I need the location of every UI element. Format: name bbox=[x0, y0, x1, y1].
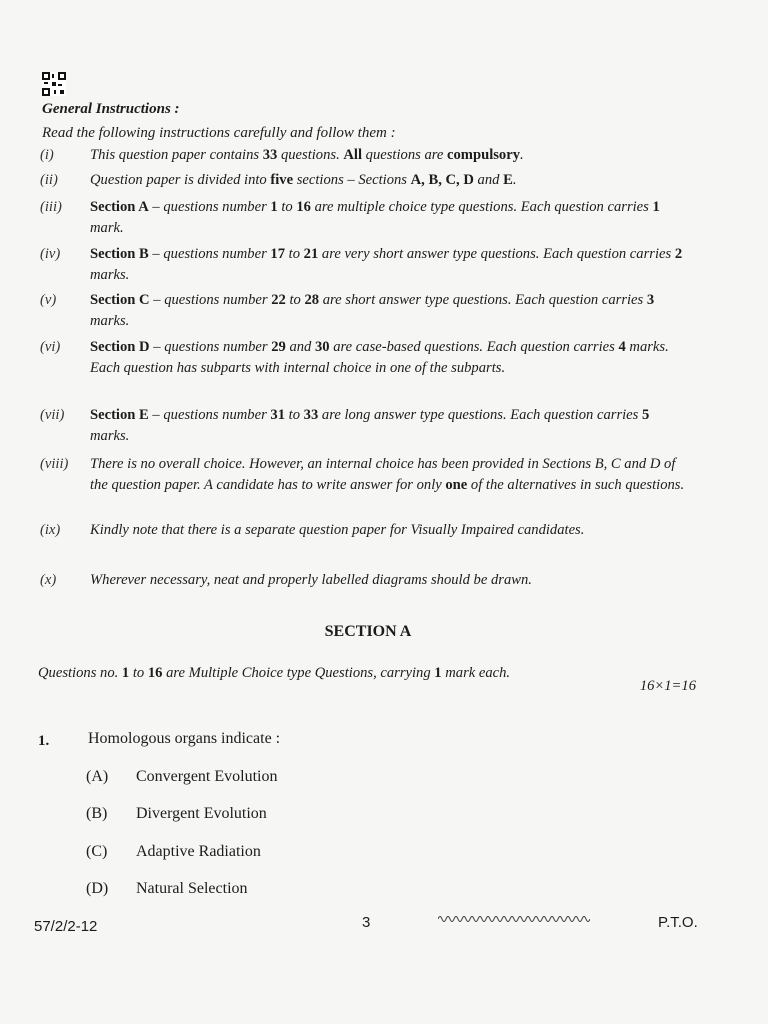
instructions-lead: Read the following instructions carefully and follow them : bbox=[42, 125, 396, 141]
instruction-text bbox=[90, 170, 690, 191]
option-text: Natural Selection bbox=[136, 880, 248, 897]
instruction-item bbox=[40, 520, 690, 541]
wave-divider-icon bbox=[438, 912, 590, 926]
intro-fragment: Questions no. bbox=[38, 665, 122, 681]
instruction-item bbox=[40, 197, 690, 239]
instruction-text bbox=[90, 337, 690, 379]
instruction-item bbox=[40, 170, 690, 191]
instruction-text bbox=[90, 197, 690, 239]
intro-emphasis: 1 bbox=[434, 665, 442, 681]
instruction-number: (ix) bbox=[40, 522, 61, 538]
instruction-fragment: marks. bbox=[90, 267, 130, 283]
instruction-fragment: are very short answer type questions. Each question carries bbox=[318, 246, 675, 262]
intro-fragment: are Multiple Choice type Questions, carrying bbox=[162, 665, 435, 681]
instruction-fragment: and bbox=[285, 339, 315, 355]
instruction-emphasis: 29 bbox=[271, 339, 286, 355]
option-letter: (C) bbox=[86, 843, 108, 860]
instruction-fragment: – questions number bbox=[148, 246, 271, 262]
instruction-number: (vii) bbox=[40, 407, 65, 423]
instruction-number: (vi) bbox=[40, 339, 61, 355]
instruction-number: (v) bbox=[40, 292, 57, 308]
instruction-fragment: to bbox=[285, 407, 304, 423]
instruction-emphasis: 16 bbox=[296, 199, 311, 215]
instruction-text bbox=[90, 454, 690, 496]
instruction-fragment: Wherever necessary, neat and properly labelled diagrams should be drawn. bbox=[90, 572, 532, 588]
instruction-fragment: to bbox=[277, 199, 297, 215]
option-b[interactable] bbox=[86, 805, 267, 823]
intro-fragment: to bbox=[129, 665, 148, 681]
pto-label: P.T.O. bbox=[658, 914, 698, 931]
instruction-fragment: are long answer type questions. Each question carries bbox=[318, 407, 642, 423]
instruction-fragment: This question paper contains bbox=[90, 147, 263, 163]
qr-code-icon bbox=[42, 72, 66, 96]
instruction-fragment: mark. bbox=[90, 220, 124, 236]
section-marks: 16×1=16 bbox=[639, 678, 696, 694]
intro-emphasis: 1 bbox=[121, 665, 130, 681]
option-text: Adaptive Radiation bbox=[136, 843, 261, 860]
paper-code: 57/2/2-12 bbox=[34, 918, 98, 935]
instruction-emphasis: Section D bbox=[90, 339, 150, 355]
instruction-item bbox=[40, 244, 690, 286]
option-letter: (B) bbox=[86, 805, 108, 822]
intro-emphasis: 16 bbox=[147, 665, 163, 681]
instructions-heading: General Instructions : bbox=[42, 101, 180, 117]
instruction-emphasis: Section A bbox=[90, 199, 149, 215]
instruction-emphasis: A, B, C, D bbox=[410, 172, 474, 188]
instruction-fragment: questions. bbox=[277, 147, 344, 163]
instruction-emphasis: E bbox=[503, 172, 513, 188]
instruction-fragment: Kindly note that there is a separate question paper for Visually Impaired candidates. bbox=[90, 522, 585, 538]
instruction-emphasis: 21 bbox=[303, 246, 319, 262]
instruction-emphasis: 33 bbox=[303, 407, 319, 423]
instruction-fragment: . bbox=[512, 172, 517, 188]
instruction-emphasis: 5 bbox=[641, 407, 650, 423]
instruction-fragment: – questions number bbox=[149, 339, 272, 355]
instruction-emphasis: All bbox=[343, 147, 363, 163]
instruction-text bbox=[90, 145, 690, 166]
instruction-emphasis: Section E bbox=[90, 407, 149, 423]
instruction-item bbox=[40, 337, 690, 379]
instruction-item bbox=[40, 405, 690, 447]
instruction-fragment: marks. bbox=[90, 428, 130, 444]
instruction-text bbox=[90, 520, 690, 541]
option-d[interactable] bbox=[86, 880, 248, 898]
instruction-fragment: There is no overall choice. However, an internal choice has been provided in Sections B, C and D of the question paper. A candidate has to write answer for only bbox=[90, 456, 676, 493]
instruction-fragment: to bbox=[285, 292, 305, 308]
instruction-emphasis: 17 bbox=[270, 246, 285, 262]
option-letter: (A) bbox=[86, 768, 109, 785]
instruction-emphasis: one bbox=[445, 477, 468, 493]
instruction-fragment: Question paper is divided into bbox=[90, 172, 271, 188]
instruction-number: (i) bbox=[40, 147, 54, 163]
instruction-fragment: – questions number bbox=[149, 292, 272, 308]
option-letter: (D) bbox=[86, 880, 109, 897]
instruction-emphasis: Section C bbox=[90, 292, 150, 308]
instruction-number: (iii) bbox=[40, 199, 62, 215]
instruction-number: (ii) bbox=[40, 172, 58, 188]
option-text: Divergent Evolution bbox=[136, 805, 267, 822]
instruction-item bbox=[40, 290, 690, 332]
instruction-text bbox=[90, 290, 690, 332]
instruction-fragment: – questions number bbox=[148, 407, 271, 423]
option-text: Convergent Evolution bbox=[136, 768, 278, 785]
instruction-text bbox=[90, 405, 690, 447]
instruction-fragment: are multiple choice type questions. Each question carries bbox=[310, 199, 653, 215]
instruction-fragment: to bbox=[285, 246, 304, 262]
option-a[interactable] bbox=[86, 768, 277, 786]
instruction-number: (x) bbox=[40, 572, 57, 588]
intro-fragment: mark each. bbox=[441, 665, 511, 681]
instruction-emphasis: compulsory bbox=[447, 147, 520, 163]
option-c[interactable] bbox=[86, 843, 261, 861]
instruction-item bbox=[40, 570, 690, 591]
instruction-number: (viii) bbox=[40, 456, 69, 472]
instruction-emphasis: Section B bbox=[90, 246, 149, 262]
instruction-emphasis: 3 bbox=[646, 292, 655, 308]
instruction-fragment: questions are bbox=[362, 147, 448, 163]
instruction-text bbox=[90, 244, 690, 286]
instruction-number: (iv) bbox=[40, 246, 61, 262]
instruction-emphasis: 28 bbox=[304, 292, 320, 308]
instruction-emphasis: 31 bbox=[270, 407, 285, 423]
instruction-fragment: marks. bbox=[90, 313, 130, 329]
instruction-emphasis: 2 bbox=[674, 246, 683, 262]
instruction-item bbox=[40, 145, 690, 166]
instruction-emphasis: 1 bbox=[270, 199, 278, 215]
section-intro bbox=[38, 663, 690, 684]
instruction-fragment: marks. Each question has subparts with internal choice in one of the subparts. bbox=[90, 339, 669, 376]
instruction-emphasis: five bbox=[270, 172, 294, 188]
instruction-emphasis: 33 bbox=[262, 147, 278, 163]
instruction-fragment: and bbox=[473, 172, 504, 188]
instruction-fragment: sections – Sections bbox=[293, 172, 411, 188]
instruction-fragment: are short answer type questions. Each question carries bbox=[319, 292, 647, 308]
instruction-fragment: – questions number bbox=[148, 199, 271, 215]
section-title: SECTION A bbox=[324, 623, 412, 640]
instruction-fragment: . bbox=[520, 147, 524, 163]
instruction-fragment: are case-based questions. Each question carries bbox=[329, 339, 619, 355]
instruction-emphasis: 4 bbox=[618, 339, 626, 355]
question-number: 1. bbox=[38, 733, 50, 749]
instruction-fragment: of the alternatives in such questions. bbox=[467, 477, 685, 493]
question-text: Homologous organs indicate : bbox=[88, 730, 281, 747]
instruction-emphasis: 1 bbox=[652, 199, 660, 215]
instruction-text bbox=[90, 570, 690, 591]
instruction-item bbox=[40, 454, 690, 496]
page-number: 3 bbox=[362, 914, 371, 931]
instruction-emphasis: 30 bbox=[315, 339, 330, 355]
instruction-emphasis: 22 bbox=[271, 292, 286, 308]
